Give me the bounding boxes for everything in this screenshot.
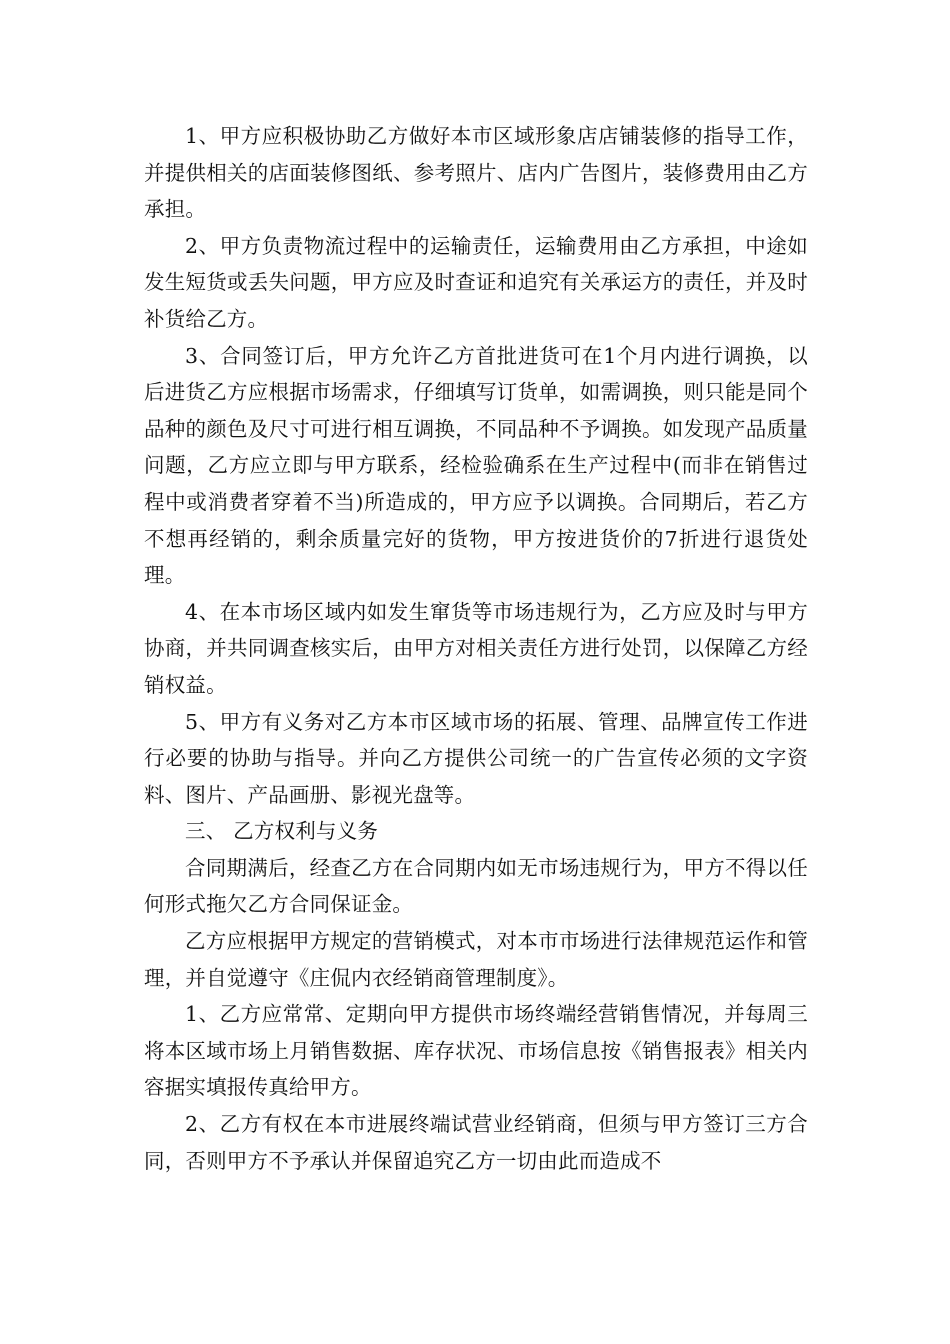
- clause-paragraph-7: 乙方应根据甲方规定的营销模式，对本市市场进行法律规范运作和管理，并自觉遵守《庄侃内衣经销商管理制度》。: [144, 929, 808, 990]
- clause-paragraph-4: 4、在本市场区域内如发生窜货等市场违规行为，乙方应及时与甲方协商，并共同调查核实后，由甲方对相关责任方进行处罚，以保障乙方经销权益。: [144, 599, 808, 697]
- clause-paragraph-2: 2、甲方负责物流过程中的运输责任，运输费用由乙方承担，中途如发生短货或丢失问题，甲方应及时查证和追究有关承运方的责任，并及时补货给乙方。: [144, 233, 808, 331]
- clause-paragraph-3: 3、合同签订后，甲方允许乙方首批进货可在1个月内进行调换，以后进货乙方应根据市场需求，仔细填写订货单，如需调换，则只能是同个品种的颜色及尺寸可进行相互调换，不同品种不予调换。如发现产品质量问题，乙方应立即与甲方联系，经检验确系在生产过程中(而非在销售过程中或消费者穿着不当)所造成的，甲方应予以调换。合同期后，若乙方不想再经销的，剩余质量完好的货物，甲方按进货价的7折进行退货处理。: [144, 343, 808, 588]
- clause-paragraph-8: 1、乙方应常常、定期向甲方提供市场终端经营销售情况，并每周三将本区域市场上月销售数据、库存状况、市场信息按《销售报表》相关内容据实填报传真给甲方。: [144, 1002, 808, 1100]
- clause-paragraph-9: 2、乙方有权在本市进展终端试营业经销商，但须与甲方签订三方合同，否则甲方不予承认并保留追究乙方一切由此而造成不: [144, 1112, 808, 1173]
- clause-paragraph-1: 1、甲方应积极协助乙方做好本市区域形象店店铺装修的指导工作，并提供相关的店面装修图纸、参考照片、店内广告图片，装修费用由乙方承担。: [144, 124, 808, 222]
- section-heading: 三、 乙方权利与义务: [185, 819, 379, 844]
- document-page: [144, 118, 808, 1179]
- clause-paragraph-5: 5、甲方有义务对乙方本市区域市场的拓展、管理、品牌宣传工作进行必要的协助与指导。并向乙方提供公司统一的广告宣传必须的文字资料、图片、产品画册、影视光盘等。: [144, 709, 808, 807]
- clause-paragraph-6: 合同期满后，经查乙方在合同期内如无市场违规行为，甲方不得以任何形式拖欠乙方合同保证金。: [144, 855, 808, 917]
